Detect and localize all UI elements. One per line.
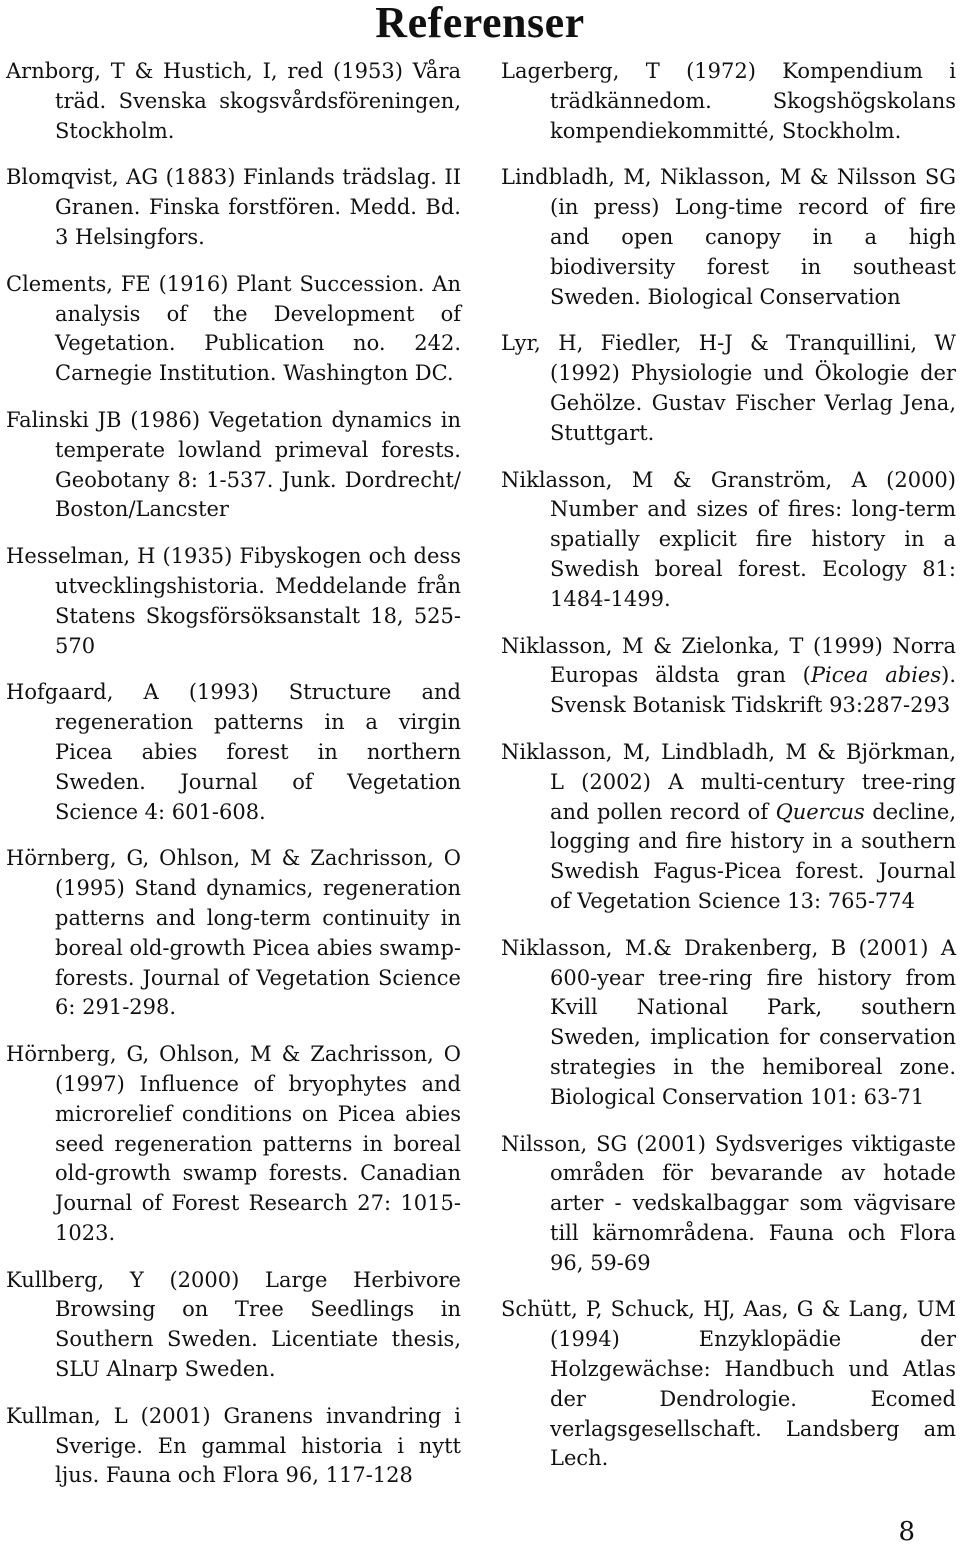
reference-item: Hesselman, H (1935) Fibyskogen och dess utvecklingshistoria. Meddelande från Statens Skogsförsöksanstalt 18, 525-570 (6, 544, 461, 658)
reference-item: Niklasson, M & Granström, A (2000) Number and sizes of fires: long-term spatially explicit fire history in a Swedish boreal forest. Ecology 81: 1484-1499. (501, 467, 956, 611)
reference-item: Arnborg, T & Hustich, I, red (1953) Våra träd. Svenska skogsvårdsföreningen, Stockholm. (6, 59, 461, 143)
reference-item: Kullberg, Y (2000) Large Herbivore Browsing on Tree Seedlings in Southern Sweden. Licentiate thesis, SLU Alnarp Sweden. (6, 1267, 461, 1382)
references-left-column (6, 57, 461, 1508)
reference-item: Hörnberg, G, Ohlson, M & Zachrisson, O (1995) Stand dynamics, regeneration patterns and long-term continuity in boreal old-growth Picea abies swamp-forests. Journal of Vegetation Science 6: 291-298. (6, 846, 461, 1020)
page-number: 8 (898, 1517, 915, 1547)
reference-item: Niklasson, M, Lindbladh, M & Björkman, L (2002) A multi-century tree-ring and pollen record of Quercus decline, logging and fire history in a southern Swedish Fagus-Picea forest. Journal of Vegetation Science 13: 765-774 (501, 739, 956, 913)
reference-item: Kullman, L (2001) Granens invandring i Sverige. En gammal historia i nytt ljus. Fauna och Flora 96, 117-128 (6, 1403, 461, 1488)
reference-item: Hofgaard, A (1993) Structure and regeneration patterns in a virgin Picea abies forest in northern Sweden. Journal of Vegetation Science 4: 601-608. (6, 680, 461, 824)
reference-item: Niklasson, M.& Drakenberg, B (2001) A 600-year tree-ring fire history from Kvill National Park, southern Sweden, implication for conservation strategies in the hemiboreal zone. Biological Conservation 101: 63-71 (501, 935, 956, 1109)
reference-item: Lindbladh, M, Niklasson, M & Nilsson SG (in press) Long-time record of fire and open canopy in a high biodiversity forest in southeast Sweden. Biological Conservation (501, 165, 956, 309)
reference-item: Niklasson, M & Zielonka, T (1999) Norra Europas äldsta gran (Picea abies). Svensk Botanisk Tidskrift 93:287-293 (501, 633, 956, 718)
reference-item: Falinski JB (1986) Vegetation dynamics in temperate lowland primeval forests. Geobotany 8: 1-537. Junk. Dordrecht/ Boston/Lancster (6, 407, 461, 522)
reference-item: Clements, FE (1916) Plant Succession. An analysis of the Development of Vegetation. Publication no. 242. Carnegie Institution. Washington DC. (6, 271, 461, 386)
reference-item: Blomqvist, AG (1883) Finlands trädslag. II Granen. Finska forstfören. Medd. Bd. 3 Helsingfors. (6, 165, 461, 249)
reference-item: Lyr, H, Fiedler, H-J & Tranquillini, W (1992) Physiologie und Ökologie der Gehölze. Gustav Fischer Verlag Jena, Stuttgart. (501, 331, 956, 445)
reference-item: Nilsson, SG (2001) Sydsveriges viktigaste områden för bevarande av hotade arter - vedskalbaggar som vägvisare till kärnområdena. Fauna och Flora 96, 59-69 (501, 1131, 956, 1275)
references-right-column (501, 57, 956, 1491)
reference-item: Schütt, P, Schuck, HJ, Aas, G & Lang, UM (1994) Enzyklopädie der Holzgewächse: Handbuch und Atlas der Dendrologie. Ecomed verlagsgesellschaft. Landsberg am Lech. (501, 1297, 956, 1471)
page-title: Referenser (375, 0, 585, 47)
reference-item: Hörnberg, G, Ohlson, M & Zachrisson, O (1997) Influence of bryophytes and microrelief conditions on Picea abies seed regeneration patterns in boreal old-growth swamp forests. Canadian Journal of Forest Research 27: 1015-1023. (6, 1042, 461, 1245)
reference-item: Lagerberg, T (1972) Kompendium i trädkännedom. Skogshögskolans kompendiekommitté, Stockholm. (501, 59, 956, 143)
